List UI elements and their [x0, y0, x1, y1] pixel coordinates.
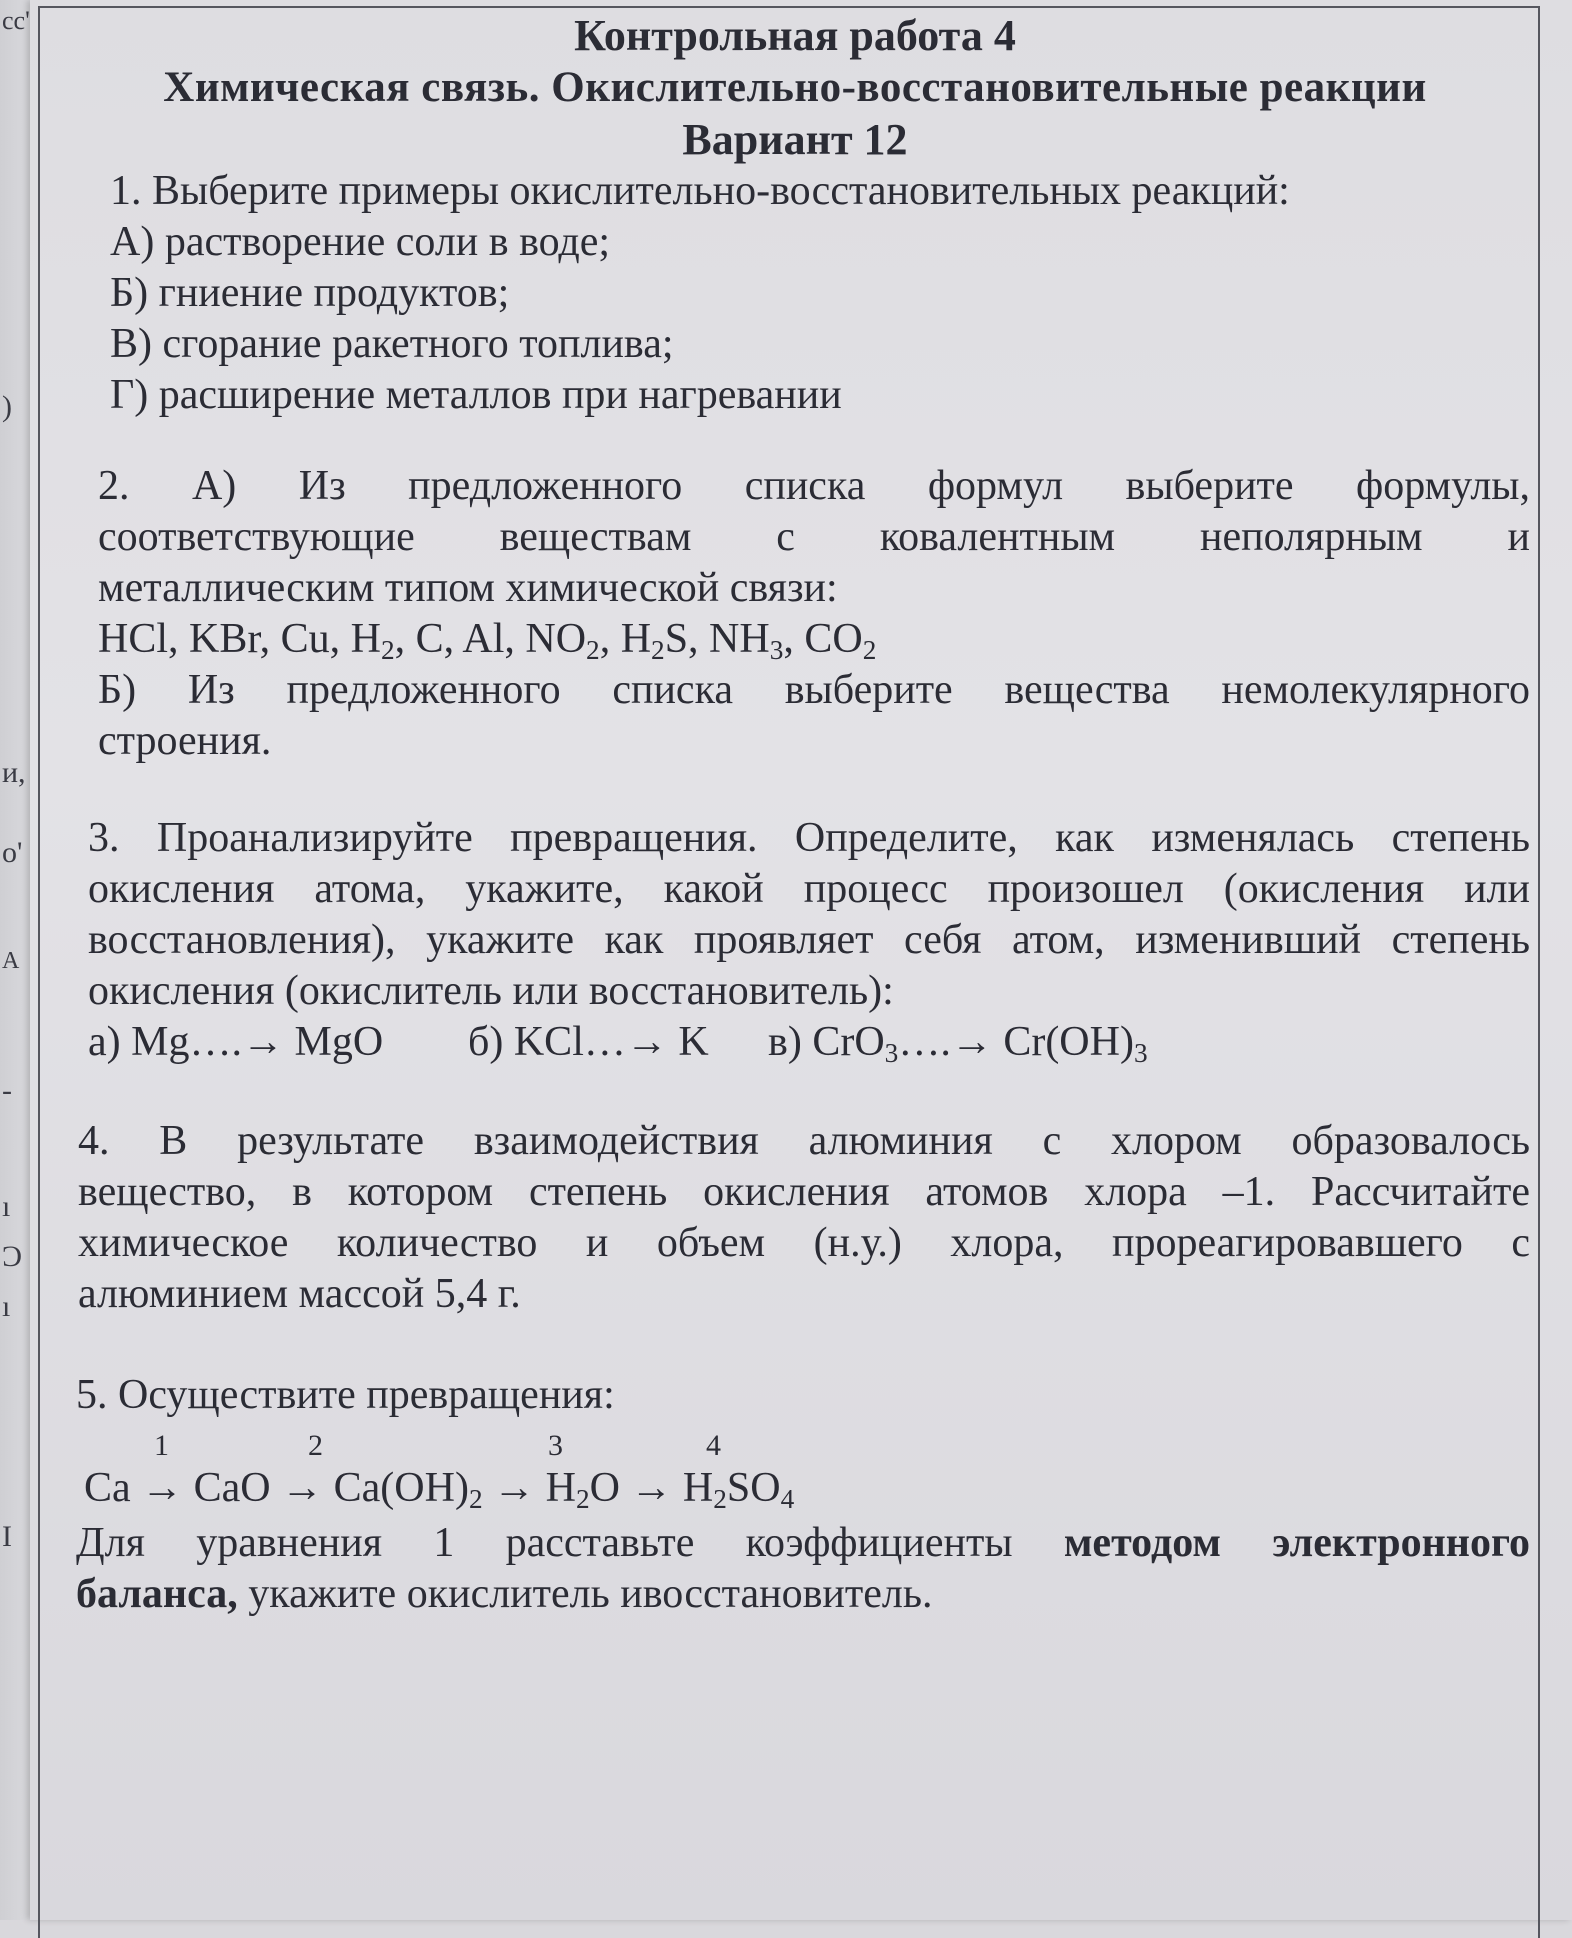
- question-2-line: металлическим типом химической связи:: [98, 565, 838, 611]
- step-number-1: 1: [154, 1429, 169, 1462]
- question-5-instruction-bold: баланса,: [76, 1571, 238, 1617]
- question-3-line: окисления (окислитель или восстановитель):: [88, 968, 894, 1014]
- spacer: [60, 767, 1530, 813]
- margin-fragment: I: [2, 1520, 12, 1553]
- question-5-instruction: [76, 1518, 1530, 1569]
- margin-fragment: ı: [2, 1290, 11, 1323]
- question-4-line: химическое количество и объем (н.у.) хлора, прореагировавшего с: [78, 1220, 1530, 1266]
- spacer: [60, 1320, 1530, 1370]
- spacer: [60, 421, 1530, 461]
- question-2-line: соответствующие веществам с ковалентным неполярным и: [98, 514, 1530, 560]
- question-3-line: 3. Проанализируйте превращения. Определите, как изменялась степень: [88, 815, 1530, 861]
- question-1-prompt: 1. Выберите примеры окислительно-восстановительных реакций:: [110, 168, 1290, 214]
- question-2-part-b: строения.: [98, 718, 272, 764]
- test-title: Контрольная работа 4: [574, 11, 1016, 60]
- step-number-3: 3: [548, 1429, 563, 1462]
- reaction-chain: Ca → CaO → $Ca(OH)_2 \to H_2O \to H_2SO_4$: [84, 1465, 795, 1514]
- question-3-line: восстановления), укажите как проявляет себя атом, изменивший степень: [88, 917, 1530, 963]
- question-3-item-a: а) Mg….→ MgO: [88, 1019, 384, 1065]
- spacer: [60, 1068, 1530, 1116]
- margin-fragment: A: [2, 948, 20, 974]
- question-3-items: [88, 1017, 1530, 1068]
- question-4-line: 4. В результате взаимодействия алюминия с хлором образовалось: [78, 1118, 1530, 1164]
- question-2-part-b: Б) Из предложенного списка выберите вещества немолекулярного: [98, 667, 1530, 713]
- reaction-step-numbers: [76, 1421, 1530, 1463]
- question-2-line: 2. А) Из предложенного списка формул выберите формулы,: [98, 463, 1530, 509]
- question-5: [60, 1370, 1530, 1620]
- margin-fragment: Ɔ: [2, 1240, 23, 1273]
- question-3-line: окисления атома, укажите, какой процесс произошел (окисления или: [88, 866, 1530, 912]
- question-1-option-a: А) растворение соли в воде;: [110, 219, 611, 265]
- question-1-option-c: В) сгорание ракетного топлива;: [110, 321, 674, 367]
- question-3-item-b: б) KCl…→ K: [468, 1019, 709, 1065]
- test-sheet: [30, 0, 1572, 1920]
- margin-fragment: cc': [2, 6, 30, 35]
- question-4-line: вещество, в котором степень окисления атомов хлора –1. Рассчитайте: [78, 1169, 1530, 1215]
- step-number-2: 2: [308, 1429, 323, 1462]
- margin-fragment: -: [2, 1074, 12, 1107]
- question-1-option-b: Б) гниение продуктов;: [110, 270, 510, 316]
- question-5-instruction-bold: методом электронного: [1063, 1520, 1530, 1566]
- step-number-4: 4: [706, 1429, 721, 1462]
- variant-label: Вариант 12: [682, 115, 908, 164]
- margin-fragment: ): [2, 390, 12, 423]
- question-1-option-d: Г) расширение металлов при нагревании: [110, 372, 842, 418]
- question-5-instruction: [76, 1569, 1530, 1620]
- question-2-formulas: HCl, KBr, Cu, $H_2$, C, Al, $NO_2$, $H_2S$, $NH_3$, $CO_2$: [98, 616, 877, 665]
- question-4-line: алюминием массой 5,4 г.: [78, 1271, 521, 1317]
- question-1: [60, 166, 1530, 421]
- margin-fragment: ı: [2, 1190, 11, 1223]
- question-3: [60, 813, 1530, 1068]
- question-4: [60, 1116, 1530, 1320]
- question-5-prompt: 5. Осуществите превращения:: [76, 1372, 615, 1418]
- test-subtitle: Химическая связь. Окислительно-восстановительные реакции: [163, 64, 1427, 111]
- question-2: [60, 461, 1530, 767]
- sheet-content: [60, 10, 1530, 1620]
- margin-fragment: и,: [2, 756, 26, 789]
- question-3-item-c: в) CrO$_3$….→ $Cr(OH)_3$: [768, 1019, 1148, 1068]
- question-5-instruction-text: укажите окислитель ивосстановитель.: [237, 1571, 933, 1617]
- margin-fragment: о': [2, 836, 23, 869]
- question-5-instruction-text: Для уравнения 1 расставьте коэффициенты: [76, 1520, 1064, 1566]
